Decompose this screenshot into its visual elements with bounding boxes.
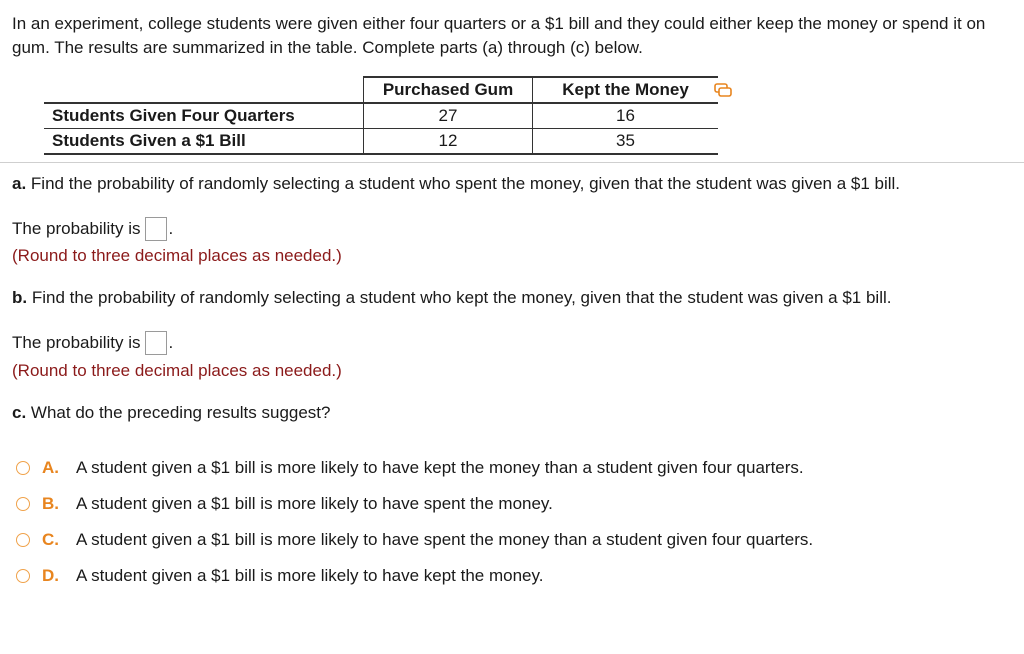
part-b-answer-line: The probability is . — [12, 331, 173, 355]
table-row — [44, 129, 718, 155]
radio-c[interactable] — [16, 533, 30, 547]
table-cell: 27 — [364, 103, 533, 129]
part-a-answer-input[interactable] — [145, 217, 167, 241]
option-letter: C. — [42, 530, 59, 549]
table-corner — [44, 77, 364, 103]
option-letter: D. — [42, 566, 59, 585]
table-row — [44, 103, 718, 129]
radio-a[interactable] — [16, 461, 30, 475]
table-cell: 35 — [533, 129, 719, 155]
table-header: Purchased Gum — [364, 77, 533, 103]
part-a-answer-line: The probability is . — [12, 217, 173, 241]
part-b-hint: (Round to three decimal places as needed.) — [12, 361, 342, 380]
table-row-label: Students Given a $1 Bill — [44, 129, 364, 155]
part-b-question — [12, 287, 891, 309]
option-letter: B. — [42, 494, 59, 513]
table-cell: 12 — [364, 129, 533, 155]
table-cell: 16 — [533, 103, 719, 129]
part-b-answer-input[interactable] — [145, 331, 167, 355]
part-a-question — [12, 173, 900, 195]
option-letter: A. — [42, 458, 59, 477]
radio-b[interactable] — [16, 497, 30, 511]
problem-intro: In an experiment, college students were given either four quarters or a $1 bill and they could either keep the money or spend it on gum. The results are summarized in the table. Complete parts (a) through (c) below. — [12, 14, 986, 57]
part-c-text: What do the preceding results suggest? — [30, 403, 331, 422]
part-c-question — [12, 402, 331, 424]
option-text: A student given a $1 bill is more likely to have spent the money than a student given four quarters. — [76, 530, 814, 549]
part-a-hint: (Round to three decimal places as needed.) — [12, 246, 342, 265]
copy-table-icon[interactable] — [714, 83, 732, 97]
part-b-letter: b. — [12, 288, 28, 307]
table-header-row — [44, 77, 718, 103]
radio-d[interactable] — [16, 569, 30, 583]
part-b-prompt: The probability is — [12, 333, 141, 352]
option-d[interactable] — [16, 565, 543, 587]
option-text: A student given a $1 bill is more likely to have spent the money. — [76, 494, 553, 513]
data-table — [44, 76, 718, 155]
table-header: Kept the Money — [533, 77, 719, 103]
option-b[interactable] — [16, 493, 553, 515]
option-text: A student given a $1 bill is more likely to have kept the money than a student given four quarters. — [76, 458, 804, 477]
part-a-text: Find the probability of randomly selecting a student who spent the money, given that the student was given a $1 bill. — [30, 174, 901, 193]
section-divider — [0, 162, 1024, 163]
option-c[interactable] — [16, 529, 813, 551]
part-a-letter: a. — [12, 174, 27, 193]
part-b-text: Find the probability of randomly selecting a student who kept the money, given that the student was given a $1 bill. — [31, 288, 892, 307]
option-a[interactable] — [16, 457, 804, 479]
option-text: A student given a $1 bill is more likely to have kept the money. — [76, 566, 544, 585]
table-row-label: Students Given Four Quarters — [44, 103, 364, 129]
part-a-prompt: The probability is — [12, 219, 141, 238]
part-c-letter: c. — [12, 403, 27, 422]
